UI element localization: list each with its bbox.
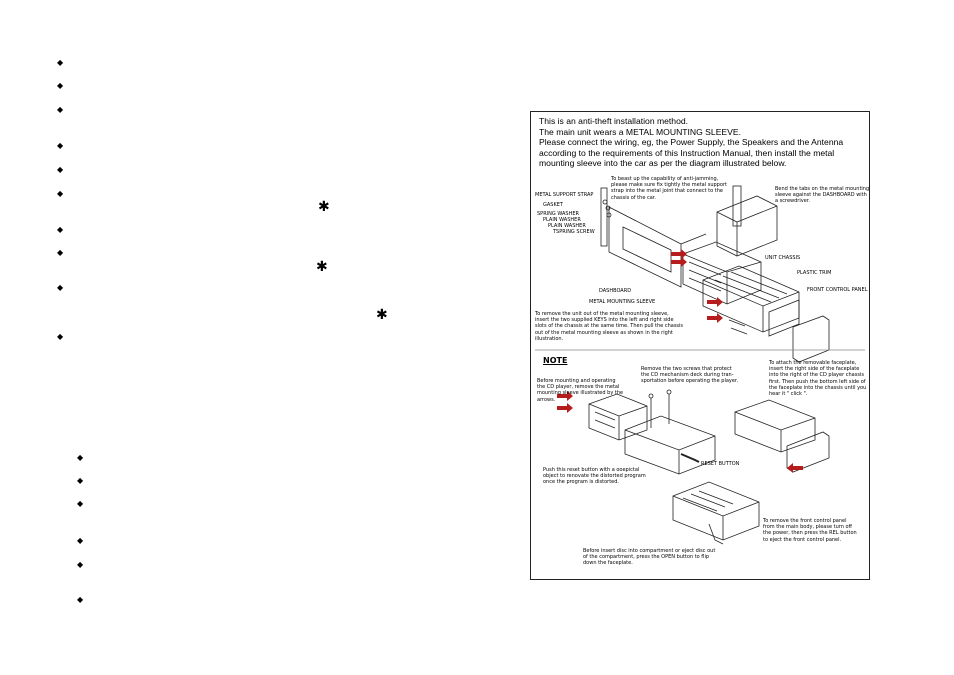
label-plain-washer: PLAIN WASHER: [548, 223, 586, 229]
bullet-icon: ◆: [57, 58, 64, 67]
label-metal-support-strap: METAL SUPPORT STRAP: [535, 192, 594, 198]
callout-remove-unit: To remove the unit out of the metal mounting sleeve, insert the two supplied KEYS into the left and right side slots of the chassis at the same time. Then pull the chassis out of the metal mounting sleeve as shown in the right illustration.: [535, 311, 684, 342]
star-icon: ✱: [376, 307, 388, 323]
label-unit-chassis: UNIT CHASSIS: [765, 255, 801, 261]
label-plastic-trim: PLASTIC TRIM: [797, 270, 832, 276]
screwdriver: [733, 186, 741, 226]
installation-diagram-panel: [530, 111, 870, 580]
label-gasket: GASKET: [543, 202, 563, 208]
intro-line: according to the requirements of this Instruction Manual, then install the metal: [539, 147, 835, 158]
intro-line: This is an anti-theft installation method.: [539, 116, 689, 126]
bullet-icon: ◆: [57, 165, 64, 174]
callout-disc: Before insert disc into compartment or eject disc out of the compartment, press the OPEN button to flip down the faceplate.: [583, 548, 716, 567]
bullet-icon: ◆: [57, 283, 64, 292]
callout-tabs: Bend the tabs on the metal mounting sleeve against the DASHBOARD with a screwdriver.: [775, 186, 870, 205]
intro-line: The main unit wears a METAL MOUNTING SLEEVE.: [539, 126, 742, 137]
label-reset-button: RESET BUTTON: [701, 461, 740, 467]
label-metal-mounting-sleeve: METAL MOUNTING SLEEVE: [589, 299, 656, 305]
arrow-icon: [671, 257, 687, 267]
faceplate-chassis: [735, 400, 815, 452]
note-heading: NOTE: [543, 356, 568, 365]
callout-strap: To beast up the capability of anti-jamming, please make sure fix tightly the metal support strap into the metal joint that connect to the chassis of the car.: [611, 176, 727, 201]
label-plain-washer: PLAIN WASHER: [543, 217, 581, 223]
bullet-icon: ◆: [57, 81, 64, 90]
bullet-icon: ◆: [57, 105, 64, 114]
note-text: Before mounting and operating the CD player, remove the metal mounting sleeve illustrated by the arrows.: [537, 378, 624, 403]
arrow-icon: [707, 313, 723, 323]
bullet-icon: ◆: [57, 225, 64, 234]
label-spring-washer: SPRING WASHER: [537, 211, 579, 217]
bullet-icon: ◆: [77, 453, 84, 462]
bullet-icon: ◆: [57, 189, 64, 198]
bullet-icon: ◆: [57, 332, 64, 341]
plastic-trim: [769, 300, 799, 336]
bullet-icon: ◆: [77, 476, 84, 485]
label-dashboard: DASHBOARD: [599, 288, 632, 294]
bullet-icon: ◆: [77, 560, 84, 569]
bend-tabs-sleeve: [717, 196, 777, 256]
dashboard-outline: [609, 207, 681, 287]
bullet-icon: ◆: [77, 499, 84, 508]
label-front-control-panel: FRONT CONTROL PANEL: [807, 287, 868, 293]
front-panel: [793, 316, 829, 362]
intro-line: mounting sleeve into the car as per the diagram illustrated below.: [539, 158, 787, 169]
dashboard-slot: [623, 227, 671, 272]
callout-front-panel: To remove the front control panel from the main body, please turn off the power, then press the REL button to eject the front control panel.: [763, 518, 857, 543]
bullet-icon: ◆: [77, 595, 84, 604]
bullet-icon: ◆: [77, 536, 84, 545]
arrow-icon: [557, 403, 573, 413]
label-tspring-screw: TSPRING SCREW: [553, 229, 595, 235]
callout-reset: Push this reset button with a ooepictal object to renovate the distorted program once the program is distorted.: [543, 467, 646, 486]
bullet-icon: ◆: [57, 141, 64, 150]
star-icon: ✱: [316, 259, 328, 275]
bullet-icon: ◆: [57, 248, 64, 257]
arrow-icon: [671, 249, 687, 259]
metal-support-strap: [601, 188, 607, 246]
callout-faceplate: To attach the removable faceplate, insert the right side of the faceplate into the right of the CD player chassis first. Then push the bottom left side of the faceplate into the chassis until you hear it " click ".: [769, 360, 867, 398]
callout-screws: Remove the two screws that protect the CD mechanism deck during tran- sportation before operating the player.: [641, 366, 739, 385]
star-icon: ✱: [318, 199, 330, 215]
intro-line: Please connect the wiring, eg, the Power Supply, the Speakers and the Antenna: [539, 137, 844, 148]
